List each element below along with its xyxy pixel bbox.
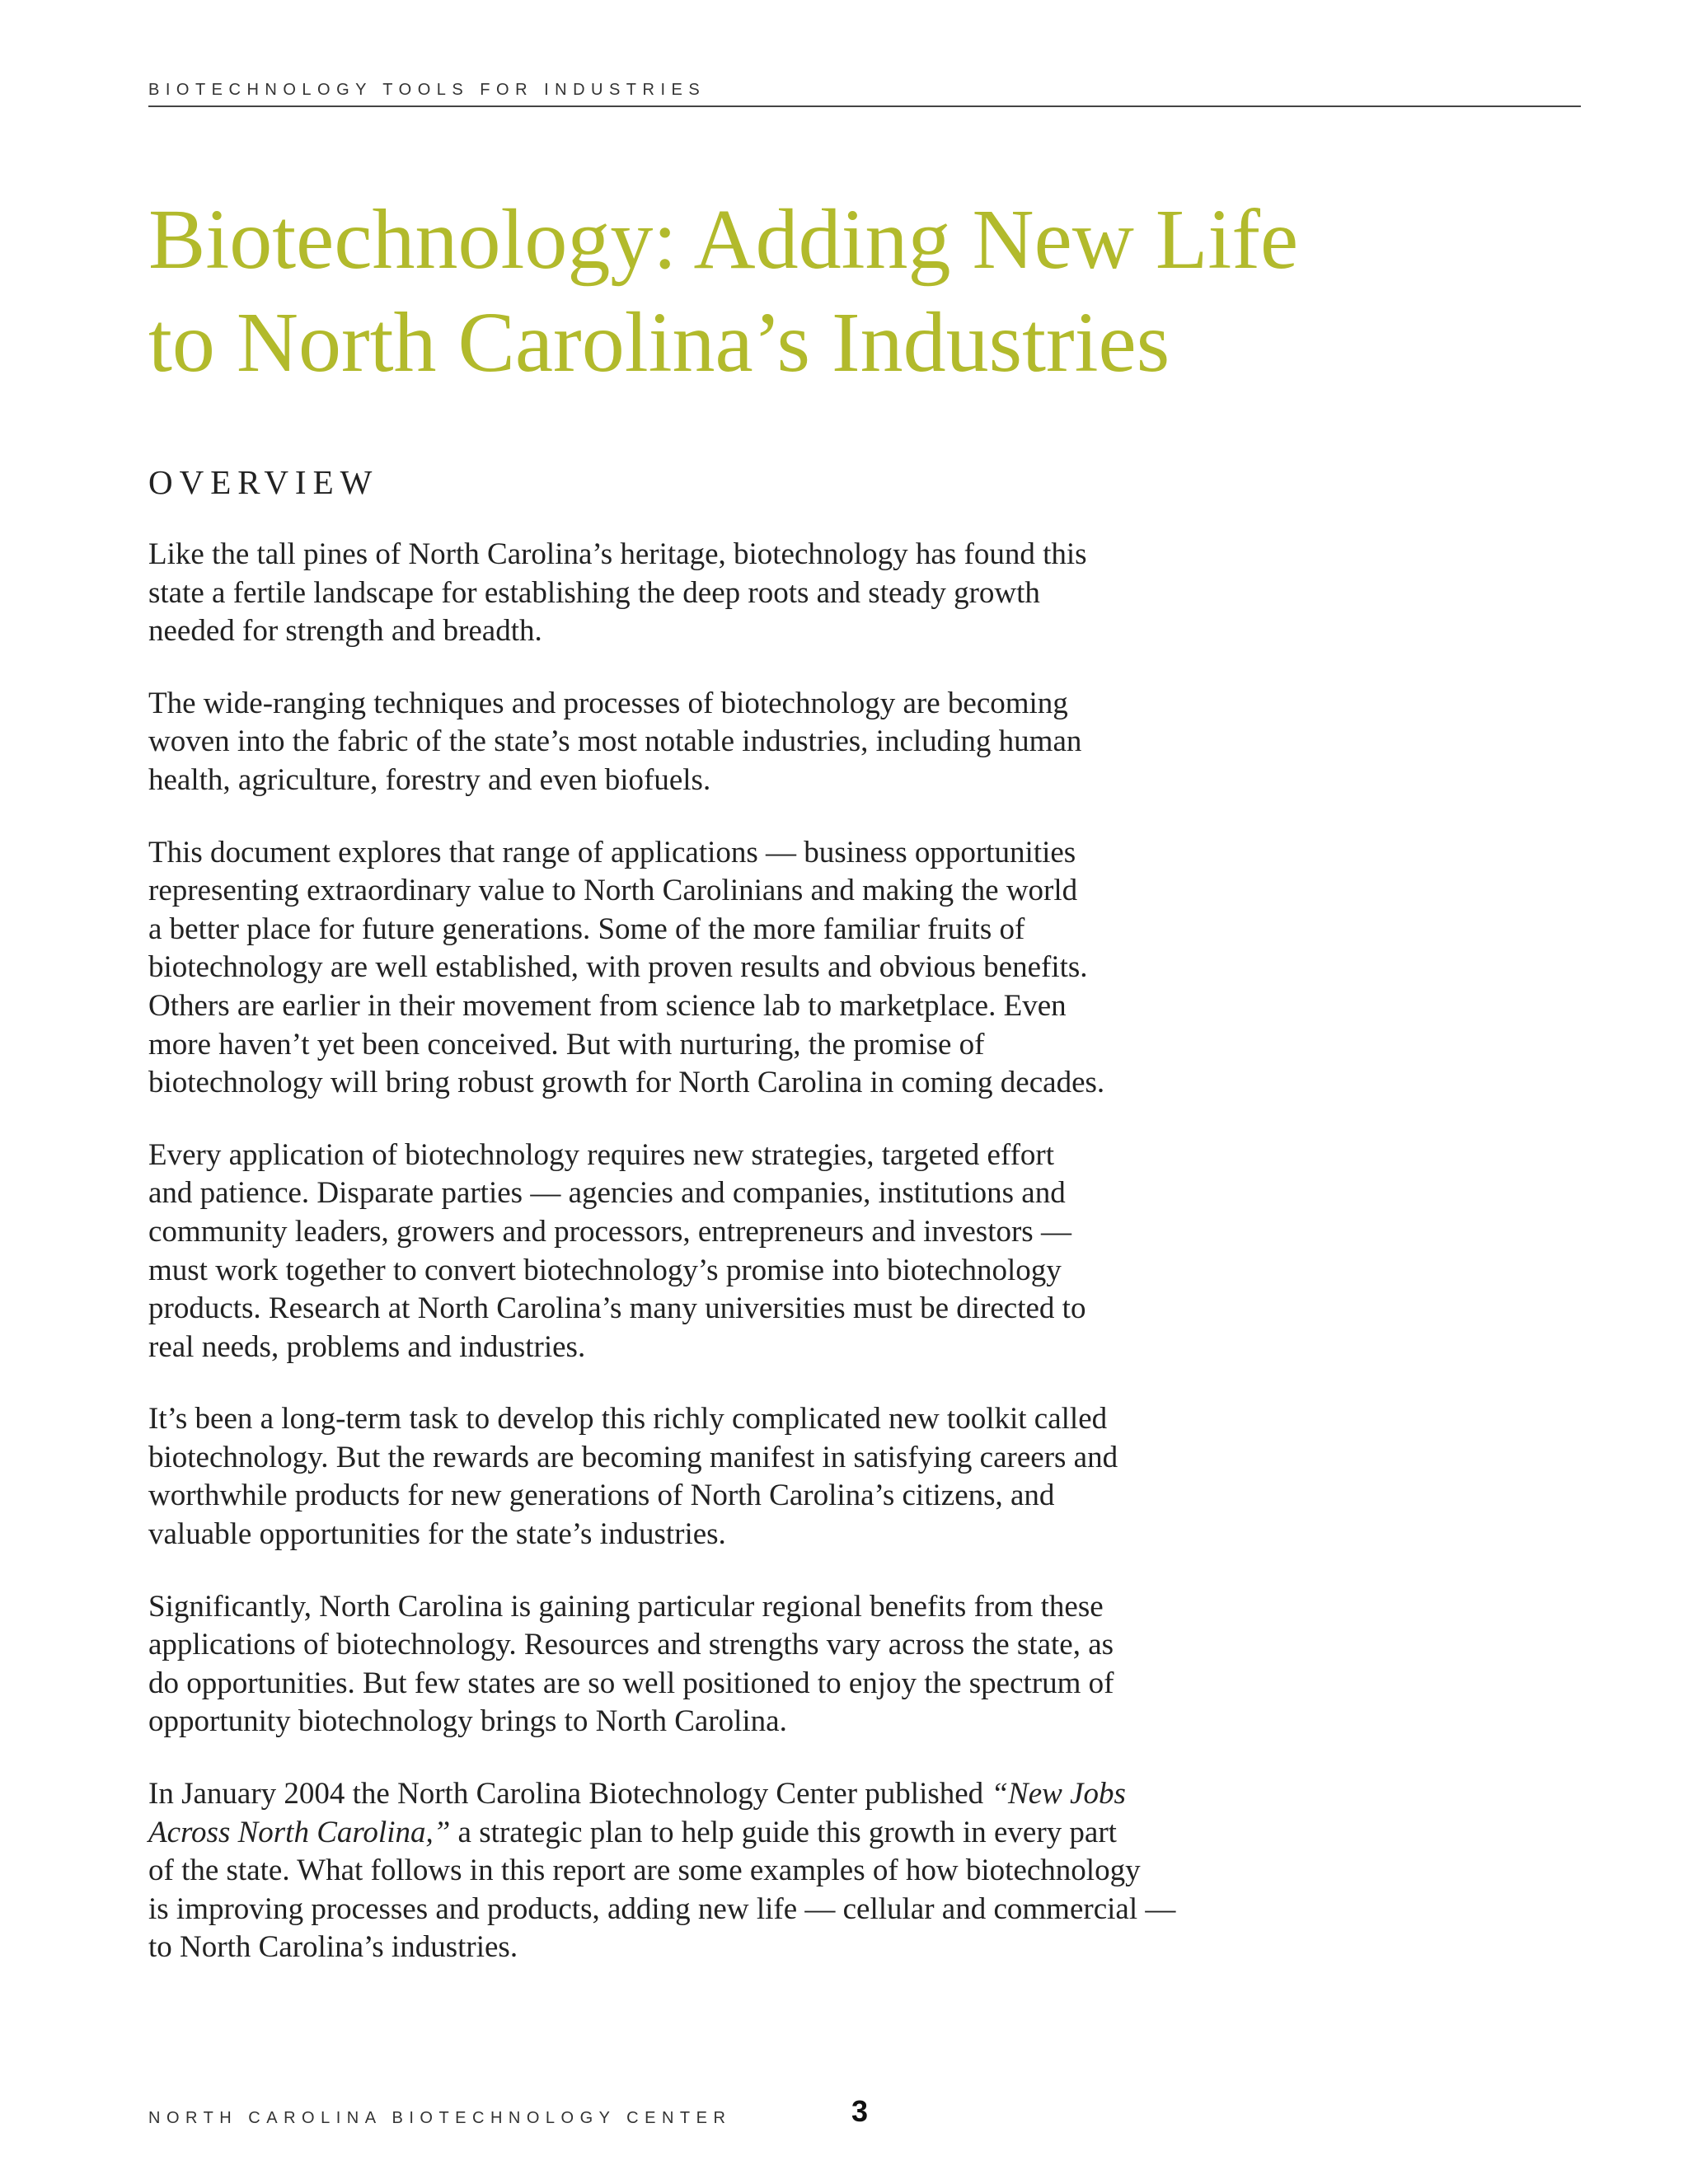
running-header: BIOTECHNOLOGY TOOLS FOR INDUSTRIES <box>148 81 706 99</box>
paragraph-line: health, agriculture, forestry and even biofuels. <box>148 762 711 797</box>
paragraph <box>148 536 1352 651</box>
paragraph-line: real needs, problems and industries. <box>148 1329 586 1364</box>
paragraph-line: applications of biotechnology. Resources and strengths vary across the state, as <box>148 1628 1114 1662</box>
paragraph-line: of the state. What follows in this report are some examples of how biotechnology <box>148 1854 1141 1888</box>
paragraph-line: to North Carolina’s industries. <box>148 1930 518 1965</box>
paragraph-line: representing extraordinary value to North Carolinians and making the world <box>148 874 1078 908</box>
paragraph-line: state a fertile landscape for establishing the deep roots and steady growth <box>148 575 1040 610</box>
paragraph-line: biotechnology. But the rewards are becoming manifest in satisfying careers and <box>148 1440 1118 1474</box>
paragraph-line: opportunity biotechnology brings to North Carolina. <box>148 1704 787 1739</box>
paragraph-line: products. Research at North Carolina’s many universities must be directed to <box>148 1291 1086 1326</box>
paragraph-line: valuable opportunities for the state’s industries. <box>148 1517 726 1552</box>
paragraph-line: Significantly, North Carolina is gaining particular regional benefits from these <box>148 1589 1104 1624</box>
paragraph-line: do opportunities. But few states are so well positioned to enjoy the spectrum of <box>148 1666 1114 1700</box>
paragraph-line: and patience. Disparate parties — agencies and companies, institutions and <box>148 1176 1066 1211</box>
title-line-2: to North Carolina’s Industries <box>148 295 1170 390</box>
body-text <box>148 536 1352 2001</box>
paragraph-line: worthwhile products for new generations of North Carolina’s citizens, and <box>148 1479 1055 1513</box>
paragraph-line: This document explores that range of applications — business opportunities <box>148 835 1076 869</box>
page-title <box>148 188 1385 394</box>
paragraph-line: Like the tall pines of North Carolina’s heritage, biotechnology has found this <box>148 537 1087 571</box>
report-title-italic: Across North Carolina,” <box>148 1815 451 1849</box>
title-line-1: Biotechnology: Adding New Life <box>148 192 1299 287</box>
paragraph-line: needed for strength and breadth. <box>148 614 542 649</box>
paragraph-line: woven into the fabric of the state’s most notable industries, including human <box>148 724 1082 759</box>
paragraph-line: Every application of biotechnology requires new strategies, targeted effort <box>148 1137 1054 1172</box>
paragraph <box>148 1400 1352 1554</box>
page-number: 3 <box>851 2094 869 2128</box>
footer-organization: NORTH CAROLINA BIOTECHNOLOGY CENTER <box>148 2109 732 2127</box>
section-heading: OVERVIEW <box>148 463 379 501</box>
paragraph <box>148 1588 1352 1741</box>
paragraph-line: biotechnology will bring robust growth for North Carolina in coming decades. <box>148 1066 1105 1100</box>
paragraph-line: It’s been a long-term task to develop this richly complicated new toolkit called <box>148 1402 1108 1436</box>
paragraph-final <box>148 1775 1352 1967</box>
paragraph-line: The wide-ranging techniques and processes of biotechnology are becoming <box>148 686 1068 720</box>
paragraph-line <box>148 1775 1352 1814</box>
paragraph-line: is improving processes and products, adding new life — cellular and commercial — <box>148 1891 1176 1926</box>
paragraph-line: Others are earlier in their movement from science lab to marketplace. Even <box>148 988 1067 1023</box>
paragraph <box>148 685 1352 800</box>
paragraph <box>148 1137 1352 1367</box>
paragraph-line: a better place for future generations. Some of the more familiar fruits of <box>148 912 1025 946</box>
paragraph-line: more haven’t yet been conceived. But with nurturing, the promise of <box>148 1027 985 1062</box>
paragraph-line: community leaders, growers and processors, entrepreneurs and investors — <box>148 1214 1071 1249</box>
text-run: In January 2004 the North Carolina Biotechnology Center published <box>148 1777 992 1811</box>
report-title-italic: “New Jobs <box>991 1777 1126 1811</box>
text-run: a strategic plan to help guide this growth in every part <box>450 1815 1117 1849</box>
header-rule <box>148 105 1581 107</box>
paragraph <box>148 834 1352 1103</box>
paragraph-line: must work together to convert biotechnology’s promise into biotechnology <box>148 1253 1062 1287</box>
paragraph-line: biotechnology are well established, with proven results and obvious benefits. <box>148 950 1088 985</box>
paragraph-container <box>148 536 1352 1741</box>
paragraph-line <box>148 1814 1352 1853</box>
